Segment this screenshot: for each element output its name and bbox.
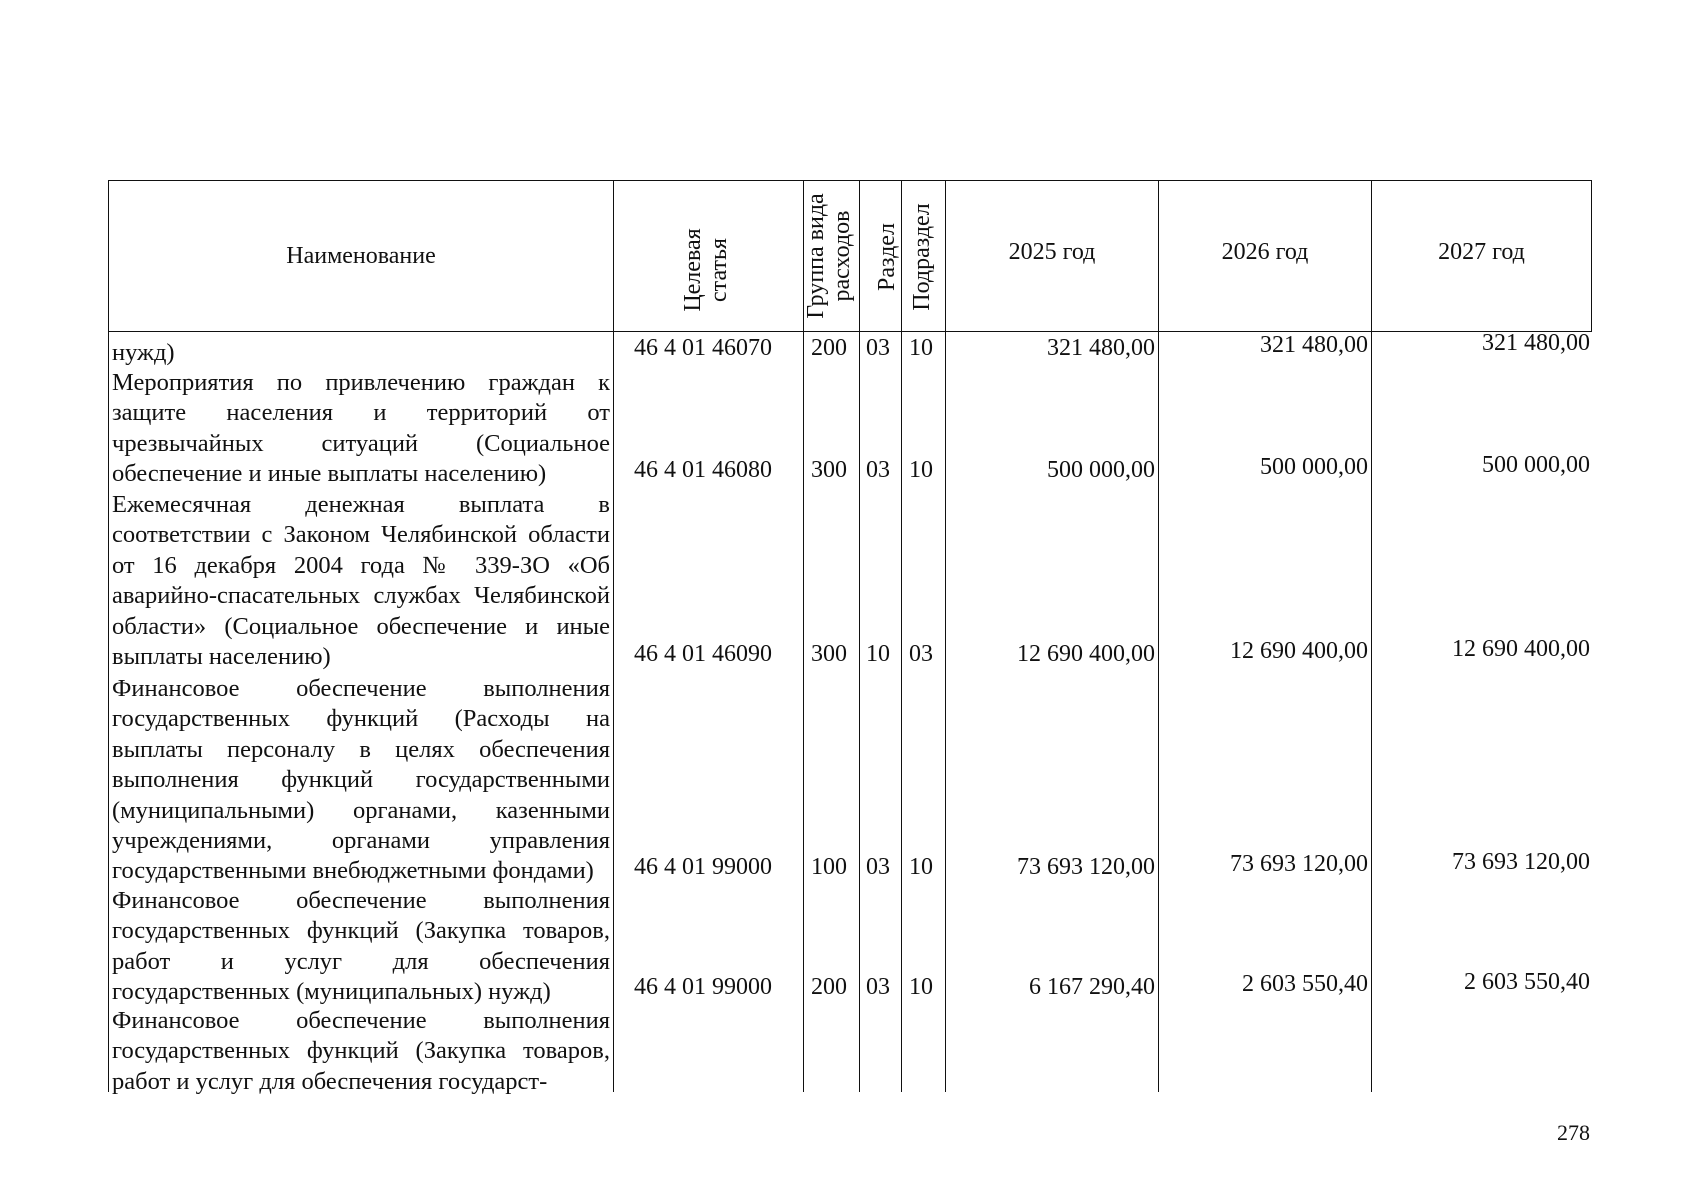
row-3-2026: 12 690 400,00 xyxy=(1230,638,1368,664)
col-line-2026 xyxy=(1158,180,1159,1092)
col-line-2027 xyxy=(1371,180,1372,1092)
row-2-2027: 500 000,00 xyxy=(1482,452,1590,478)
header-section: Раздел xyxy=(874,223,900,291)
row-3-name: Ежемесячная денежная выплата в соответствии с Законом Челябинской области от 16 декабря 2004 года № 339-ЗО «Об аварийно-спасательных службах Челябинской области» (Социальное обеспечение и иные выплаты населению) xyxy=(112,491,610,671)
row-5-code: 46 4 01 99000 xyxy=(634,974,772,1000)
row-4-subsection: 10 xyxy=(909,854,933,880)
col-line-section xyxy=(859,180,860,1092)
row-3-2025: 12 690 400,00 xyxy=(1017,641,1155,667)
row-3-2027: 12 690 400,00 xyxy=(1452,636,1590,662)
row-2-2026: 500 000,00 xyxy=(1260,454,1368,480)
header-group: Группа вида расходов xyxy=(803,193,855,319)
row-1-2026: 321 480,00 xyxy=(1260,332,1368,358)
col-line-target xyxy=(613,180,614,1092)
row-4-section: 03 xyxy=(866,854,890,880)
row-2-subsection: 10 xyxy=(909,457,933,483)
row-4-2026: 73 693 120,00 xyxy=(1230,851,1368,877)
row-5-group: 200 xyxy=(811,974,847,1000)
header-2027: 2027 год xyxy=(1438,239,1525,265)
row-5-subsection: 10 xyxy=(909,974,933,1000)
row-4-group: 100 xyxy=(811,854,847,880)
row-3-code: 46 4 01 46090 xyxy=(634,641,772,667)
row-3-section: 10 xyxy=(866,641,890,667)
row-1-group: 200 xyxy=(811,335,847,361)
row-2-name: Мероприятия по привлечению граждан к защите населения и территорий от чрезвычайных ситуаций (Социальное обеспечение и иные выплаты населению) xyxy=(112,369,610,488)
header-name: Наименование xyxy=(286,243,436,269)
row-1-name: нужд) xyxy=(112,339,175,366)
row-3-group: 300 xyxy=(811,641,847,667)
row-5-name: Финансовое обеспечение выполнения государственных функций (Закупка товаров, работ и услуг для обеспечения государственных (муниципальных) нужд) xyxy=(112,887,610,1006)
header-2025: 2025 год xyxy=(1008,239,1096,265)
row-4-name: Финансовое обеспечение выполнения государственных функций (Расходы на выплаты персоналу в целях обеспечения выполнения функций государственными (муниципальными) органами, казенными учреждениями, органами управления государственными внебюджетными фондами) xyxy=(112,675,610,885)
col-line-2025 xyxy=(945,180,946,1092)
page-number: 278 xyxy=(1557,1120,1590,1145)
row-2-group: 300 xyxy=(811,457,847,483)
row-1-section: 03 xyxy=(866,335,890,361)
row-1-subsection: 10 xyxy=(909,335,933,361)
header-subsection: Подраздел xyxy=(909,203,935,311)
row-1-2027: 321 480,00 xyxy=(1482,330,1590,356)
row-5-2025: 6 167 290,40 xyxy=(1029,974,1155,1000)
row-5-2027: 2 603 550,40 xyxy=(1464,969,1590,995)
row-2-2025: 500 000,00 xyxy=(1047,457,1155,483)
col-line-subsection xyxy=(901,180,902,1092)
row-2-section: 03 xyxy=(866,457,890,483)
row-1-code: 46 4 01 46070 xyxy=(634,335,772,361)
header-target: Целевая статья xyxy=(680,228,732,312)
row-5-2026: 2 603 550,40 xyxy=(1242,971,1368,997)
header-2026: 2026 год xyxy=(1221,239,1309,265)
row-4-code: 46 4 01 99000 xyxy=(634,854,772,880)
row-3-subsection: 03 xyxy=(909,641,933,667)
row-5-section: 03 xyxy=(866,974,890,1000)
col-line-name-left xyxy=(108,180,109,1092)
row-4-2025: 73 693 120,00 xyxy=(1017,854,1155,880)
row-6-name: Финансовое обеспечение выполнения государственных функций (Закупка товаров, работ и услуг для обеспечения государст- xyxy=(112,1007,610,1095)
row-4-2027: 73 693 120,00 xyxy=(1452,849,1590,875)
row-1-2025: 321 480,00 xyxy=(1047,335,1155,361)
row-2-code: 46 4 01 46080 xyxy=(634,457,772,483)
